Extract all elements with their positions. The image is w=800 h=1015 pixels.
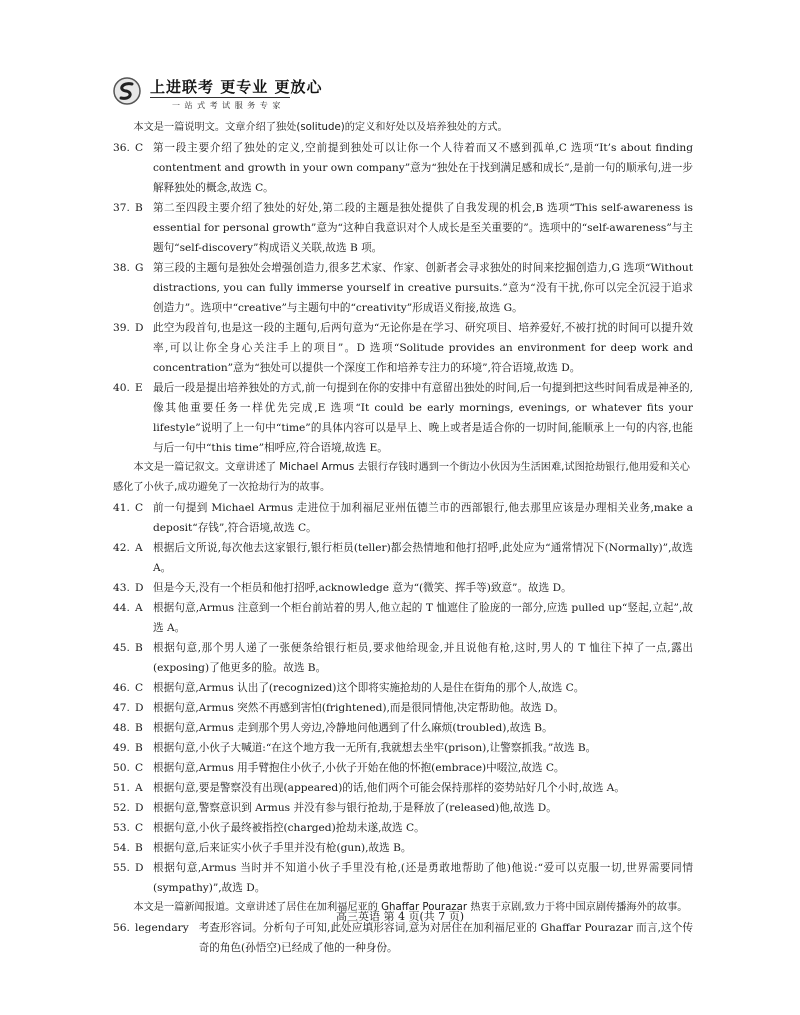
explanation-text: 根据句意,Armus 认出了(recognized)这个即将实施抢劫的人是住在街角的那个人,故选 C。 bbox=[153, 682, 585, 694]
answer-item bbox=[113, 718, 693, 738]
answer-item bbox=[113, 538, 693, 578]
question-number: 52. bbox=[113, 802, 130, 814]
answer-explanations bbox=[113, 118, 693, 958]
answer-key: C bbox=[135, 762, 144, 774]
answer-key: D bbox=[135, 582, 144, 594]
answer-key: D bbox=[135, 862, 144, 874]
explanation-text: 第二至四段主要介绍了独处的好处,第二段的主题是独处提供了自我发现的机会,B 选项“This self-awareness is essential for personal growth”意为“这种自我意识对个人成长是至关重要的”。选项中的“self-awareness”与主题句“self-discovery”构成语义关联,故选 B 项。 bbox=[153, 202, 693, 254]
answer-item bbox=[113, 798, 693, 818]
answer-item bbox=[113, 818, 693, 838]
explanation-text: 前一句提到 Michael Armus 走进位于加利福尼亚州伍德兰市的西部银行,他去那里应该是办理相关业务,make a deposit“存钱”,符合语境,故选 C。 bbox=[153, 502, 693, 534]
question-number: 53. bbox=[113, 822, 130, 834]
answer-group-3 bbox=[113, 918, 693, 958]
brand-divider bbox=[150, 97, 290, 98]
explanation-text: 根据句意,Armus 用手臂抱住小伙子,小伙子开始在他的怀抱(embrace)中啜泣,故选 C。 bbox=[153, 762, 565, 774]
answer-item bbox=[113, 318, 693, 378]
answer-key: D bbox=[135, 702, 144, 714]
explanation-text: 此空为段首句,也是这一段的主题句,后两句意为“无论你是在学习、研究项目、培养爱好,不被打扰的时间可以提升效率,可以让你全身心关注手上的项目”。D 选项“Solitude provides an environment for deep work and concentration”意为“独处可以提供一个深度工作和培养专注力的环境”,符合语境,故选 D。 bbox=[153, 322, 693, 374]
question-number: 49. bbox=[113, 742, 130, 754]
question-number: 54. bbox=[113, 842, 130, 854]
explanation-text: 根据句意,Armus 走到那个男人旁边,冷静地问他遇到了什么麻烦(troubled),故选 B。 bbox=[153, 722, 553, 734]
answer-item bbox=[113, 138, 693, 198]
answer-item bbox=[113, 678, 693, 698]
explanation-text: 根据句意,Armus 当时并不知道小伙子手里没有枪,(还是勇敢地帮助了他)他说:“爱可以克服一切,世界需要同情(sympathy)”,故选 D。 bbox=[153, 862, 693, 894]
question-number: 41. bbox=[113, 502, 130, 514]
page-footer: 高三英语 第 4 页(共 7 页) bbox=[335, 910, 465, 923]
question-number: 40. bbox=[113, 382, 130, 394]
explanation-text: 最后一段是提出培养独处的方式,前一句提到在你的安排中有意留出独处的时间,后一句提到把这些时间看成是神圣的,像其他重要任务一样优先完成,E 选项“It could be early mornings, evenings, or whatever fits your lifestyle”说明了上一句中“time”的具体内容可以是早上、晚上或者是适合你的一切时间,能顺承上一句的内容,也能与后一句中“this time”相呼应,符合语境,故选 E。 bbox=[153, 382, 693, 454]
brand-subtitle: 一 站 式 考 试 服 务 专 家 bbox=[172, 101, 282, 110]
explanation-text: 根据后文所说,每次他去这家银行,银行柜员(teller)都会热情地和他打招呼,此处应为“通常情况下(Normally)”,故选 A。 bbox=[153, 542, 693, 574]
question-number: 51. bbox=[113, 782, 130, 794]
answer-item bbox=[113, 858, 693, 898]
explanation-text: 根据句意,警察意识到 Armus 并没有参与银行抢劫,于是释放了(released)他,故选 D。 bbox=[153, 802, 557, 814]
answer-group-2 bbox=[113, 498, 693, 898]
explanation-text: 根据句意,后来证实小伙子手里并没有枪(gun),故选 B。 bbox=[153, 842, 412, 854]
question-number: 36. bbox=[113, 142, 130, 154]
explanation-text: 根据句意,小伙子大喊道:“在这个地方我一无所有,我就想去坐牢(prison),让警察抓我。”故选 B。 bbox=[153, 742, 597, 754]
brand-logo-icon bbox=[112, 76, 142, 106]
question-number: 44. bbox=[113, 602, 130, 614]
answer-group-1 bbox=[113, 138, 693, 458]
question-number: 42. bbox=[113, 542, 130, 554]
answer-key: C bbox=[135, 142, 144, 154]
explanation-text: 根据句意,Armus 突然不再感到害怕(frightened),而是很同情他,决定帮助他。故选 D。 bbox=[153, 702, 565, 714]
answer-key: A bbox=[135, 542, 143, 554]
explanation-text: 根据句意,那个男人递了一张便条给银行柜员,要求他给现金,并且说他有枪,这时,男人的 T 恤往下掉了一点,露出(exposing)了他更多的脸。故选 B。 bbox=[153, 642, 693, 674]
answer-item bbox=[113, 378, 693, 458]
answer-key: C bbox=[135, 682, 144, 694]
answer-item bbox=[113, 258, 693, 318]
answer-key: B bbox=[135, 202, 143, 214]
question-number: 45. bbox=[113, 642, 130, 654]
answer-key: D bbox=[135, 802, 144, 814]
question-number: 46. bbox=[113, 682, 130, 694]
passage-intro-2: 本文是一篇记叙文。文章讲述了 Michael Armus 去银行存钱时遇到一个街边小伙因为生活困难,试图抢劫银行,他用爱和关心感化了小伙子,成功避免了一次抢劫行为的故事。 bbox=[113, 462, 690, 493]
explanation-text: 考查形容词。分析句子可知,此处应填形容词,意为对居住在加利福尼亚的 Ghaffar Pourazar 而言,这个传奇的角色(孙悟空)已经成了他的一种身份。 bbox=[198, 922, 693, 954]
explanation-text: 根据句意,小伙子最终被指控(charged)抢劫未遂,故选 C。 bbox=[153, 822, 425, 834]
explanation-text: 第一段主要介绍了独处的定义,空前提到独处可以让你一个人待着而又不感到孤单,C 选项“It’s about finding contentment and growth in your own company”意为“独处在于找到满足感和成长”,是前一句的顺承句,进一步解释独处的概念,故选 C。 bbox=[153, 142, 693, 194]
answer-item bbox=[113, 578, 693, 598]
explanation-text: 根据句意,要是警察没有出现(appeared)的话,他们两个可能会保持那样的姿势站好几个小时,故选 A。 bbox=[153, 782, 625, 794]
passage-intro-3: 本文是一篇新闻报道。文章讲述了居住在加利福尼亚的 Ghaffar Pourazar 热衷于京剧,致力于将中国京剧传播海外的故事。 bbox=[133, 902, 688, 913]
question-number: 50. bbox=[113, 762, 130, 774]
answer-key: legendary bbox=[135, 922, 189, 934]
question-number: 47. bbox=[113, 702, 130, 714]
answer-item bbox=[113, 698, 693, 718]
answer-key: A bbox=[135, 602, 143, 614]
question-number: 38. bbox=[113, 262, 130, 274]
question-number: 37. bbox=[113, 202, 130, 214]
answer-item bbox=[113, 758, 693, 778]
answer-key: D bbox=[135, 322, 144, 334]
question-number: 48. bbox=[113, 722, 130, 734]
question-number: 56. bbox=[113, 922, 130, 934]
question-number: 55. bbox=[113, 862, 130, 874]
answer-key: C bbox=[135, 822, 144, 834]
answer-item bbox=[113, 918, 693, 958]
explanation-text: 第三段的主题句是独处会增强创造力,很多艺术家、作家、创新者会寻求独处的时间来挖掘创造力,G 选项“Without distractions, you can fully immerse yourself in creative pursuits.”意为“没有干扰,你可以完全沉浸于追求创造力”。选项中“creative”与主题句中的“creativity”形成语义衔接,故选 G。 bbox=[153, 262, 693, 314]
question-number: 43. bbox=[113, 582, 130, 594]
answer-key: A bbox=[135, 782, 143, 794]
answer-key: B bbox=[135, 842, 143, 854]
brand-title: 上进联考 更专业 更放心 bbox=[150, 78, 323, 96]
answer-item bbox=[113, 598, 693, 638]
explanation-text: 根据句意,Armus 注意到一个柜台前站着的男人,他立起的 T 恤遮住了脸庞的一部分,应选 pulled up“竖起,立起”,故选 A。 bbox=[153, 602, 693, 634]
answer-item bbox=[113, 838, 693, 858]
answer-item bbox=[113, 498, 693, 538]
question-number: 39. bbox=[113, 322, 130, 334]
answer-key: G bbox=[135, 262, 144, 274]
answer-key: B bbox=[135, 742, 143, 754]
answer-item bbox=[113, 738, 693, 758]
passage-intro-1: 本文是一篇说明文。文章介绍了独处(solitude)的定义和好处以及培养独处的方式。 bbox=[133, 122, 508, 133]
answer-item bbox=[113, 638, 693, 678]
answer-item bbox=[113, 778, 693, 798]
explanation-text: 但是今天,没有一个柜员和他打招呼,acknowledge 意为“(微笑、挥手等)致意”。故选 D。 bbox=[153, 582, 572, 594]
answer-key: B bbox=[135, 642, 143, 654]
answer-item bbox=[113, 198, 693, 258]
answer-key: C bbox=[135, 502, 144, 514]
answer-key: B bbox=[135, 722, 143, 734]
brand-header bbox=[112, 72, 372, 114]
answer-key: E bbox=[135, 382, 143, 394]
